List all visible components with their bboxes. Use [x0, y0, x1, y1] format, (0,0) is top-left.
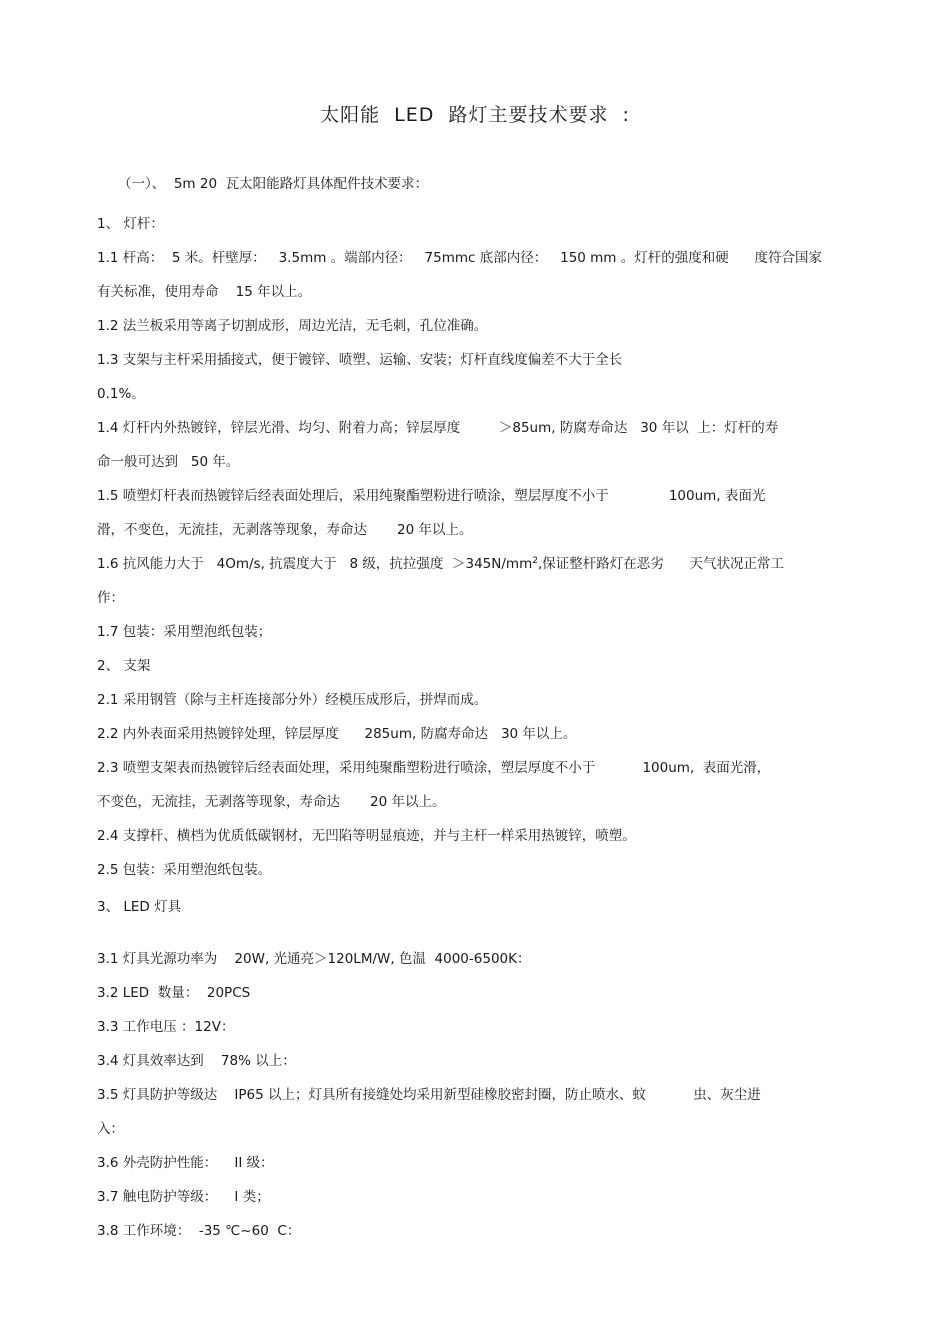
paragraph-line: 入： [97, 1121, 124, 1137]
paragraph-line-text: 1.6 抗风能力大于 4Om/s, 抗震度大于 8 级，抗拉强度 ＞345N/mm [97, 556, 533, 572]
paragraph-line: 1.4 灯杆内外热镀锌，锌层光滑、均匀、附着力高；锌层厚度 ＞85um, 防腐寿命达 30 年以 上：灯杆的寿 [97, 420, 779, 436]
paragraph-line: 0.1%。 [97, 386, 145, 402]
paragraph-line: 2.1 采用钢管（除与主杆连接部分外）经模压成形后，拼焊而成。 [97, 692, 488, 708]
paragraph-line: 1.5 喷塑灯杆表而热镀锌后经表面处理后，采用纯聚酯塑粉进行喷涂，塑层厚度不小于 100um, 表面光 [97, 488, 766, 504]
paragraph-line: 3.3 工作电压 ：12V： [97, 1019, 235, 1035]
paragraph-line: 3.2 LED 数量： 20PCS [97, 985, 251, 1001]
paragraph-line: 3.1 灯具光源功率为 20W, 光通亮＞120LM/W, 色温 4000-6500K： [97, 951, 531, 967]
paragraph-line: 3.8 工作环境： -35 ℃~60 C： [97, 1223, 301, 1239]
paragraph-line-1-6 [97, 555, 784, 573]
paragraph-line: 作： [97, 590, 124, 606]
heading-lamp-pole: 1、 灯杆： [97, 216, 164, 232]
paragraph-line: 3.7 触电防护等级： I 类； [97, 1189, 270, 1205]
document-title: 太阳能 LED 路灯主要技术要求 : [320, 104, 630, 126]
paragraph-line-tail: ,保证整杆路灯在恶劣 天气状况正常工 [537, 556, 784, 572]
paragraph-line: 1.7 包装：采用塑泡纸包装； [97, 624, 272, 640]
paragraph-line: 命一般可达到 50 年。 [97, 454, 240, 470]
paragraph-line: 3.6 外壳防护性能： II 级： [97, 1155, 274, 1171]
paragraph-line: 2.3 喷塑支架表而热镀锌后经表面处理，采用纯聚酯塑粉进行喷涂，塑层厚度不小于 100um, 表面光滑， [97, 760, 771, 776]
paragraph-line: 1.3 支架与主杆采用插接式，便于镀锌、喷塑、运输、安装；灯杆直线度偏差不大于全长 [97, 352, 623, 368]
paragraph-line: 有关标准，使用寿命 15 年以上。 [97, 284, 312, 300]
paragraph-line: 2.5 包装：采用塑泡纸包装。 [97, 862, 272, 878]
paragraph-line: 1.2 法兰板采用等离子切割成形，周边光洁，无毛刺，孔位准确。 [97, 318, 488, 334]
paragraph-line: 3.5 灯具防护等级达 IP65 以上；灯具所有接缝处均采用新型硅橡胶密封圈，防止喷水、蚊 虫、灰尘进 [97, 1087, 761, 1103]
paragraph-line: 2.2 内外表面采用热镀锌处理，锌层厚度 285um, 防腐寿命达 30 年以上。 [97, 726, 577, 742]
heading-led-fixture: 3、 LED 灯具 [97, 899, 182, 915]
heading-bracket: 2、 支架 [97, 658, 151, 674]
paragraph-line: 1.1 杆高： 5 米。杆壁厚： 3.5mm 。端部内径： 75mmc 底部内径： 150 mm 。灯杆的强度和硬 度符合国家 [97, 250, 822, 266]
paragraph-line: 3.4 灯具效率达到 78% 以上： [97, 1053, 296, 1069]
paragraph-line: 滑，不变色，无流挂，无剥落等现象，寿命达 20 年以上。 [97, 522, 473, 538]
paragraph-line: 不变色，无流挂，无剥落等现象，寿命达 20 年以上。 [97, 794, 446, 810]
superscript-exponent: 2 [532, 556, 538, 566]
paragraph-line: 2.4 支撑杆、横档为优质低碳钢材，无凹陷等明显痕迹，并与主杆一样采用热镀锌，喷塑。 [97, 828, 636, 844]
section-heading: （一）、 5m 20 瓦太阳能路灯具体配件技术要求： [118, 176, 429, 192]
